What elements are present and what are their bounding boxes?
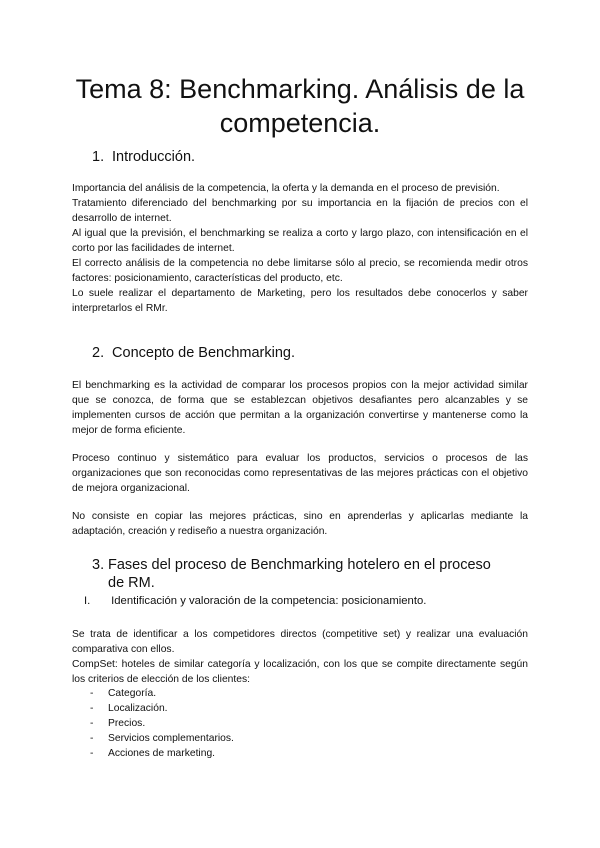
phase-line: CompSet: hoteles de similar categoría y localización, con los que se compite directamente según los criterios de elección de los clientes:: [72, 659, 528, 685]
section-number: 3.: [92, 557, 105, 573]
section-heading-introduccion: [92, 148, 195, 166]
phase-label: Identificación y valoración de la competencia: posicionamiento.: [111, 595, 427, 607]
list-item: - Servicios complementarios.: [90, 733, 234, 744]
intro-line: Importancia del análisis de la competencia, la oferta y la demanda en el proceso de previsión.: [72, 183, 500, 194]
section-label: Introducción.: [112, 149, 196, 165]
concept-paragraph-2: Proceso continuo y sistemático para evaluar los productos, servicios o procesos de las organizaciones que son reconocidas como representativas de las mejores prácticas con el objetivo de mejora organizacional.: [72, 453, 528, 494]
title-line-2: competencia.: [219, 108, 381, 138]
section-label-cont: de RM.: [108, 575, 155, 591]
phase-heading: [84, 594, 426, 609]
intro-line: Tratamiento diferenciado del benchmarking por su importancia en la fijación de precios con el desarrollo de internet.: [72, 198, 528, 224]
section-heading-concepto: [92, 344, 295, 362]
criteria-list: [90, 686, 234, 761]
intro-line: Al igual que la previsión, el benchmarking se realiza a corto y largo plazo, con intensificación en el corto por las facilidades de internet.: [72, 228, 528, 254]
intro-line: El correcto análisis de la competencia no debe limitarse sólo al precio, se recomienda medir otros factores: posicionamiento, características del producto, etc.: [72, 258, 528, 284]
list-item: - Acciones de marketing.: [90, 748, 216, 759]
section-heading-fases: [92, 556, 491, 592]
intro-line: Lo suele realizar el departamento de Marketing, pero los resultados debe conocerlos y saber interpretarlos el RMr.: [72, 288, 528, 314]
page-title: [40, 72, 560, 140]
phase-line: Se trata de identificar a los competidores directos (competitive set) y realizar una evaluación comparativa con ellos.: [72, 629, 528, 655]
section-label: Fases del proceso de Benchmarking hotelero en el proceso: [108, 557, 491, 573]
list-item: - Categoría.: [90, 688, 157, 699]
section-number: 2.: [92, 345, 105, 361]
title-line-1: Tema 8: Benchmarking. Análisis de la: [75, 74, 525, 104]
phase-paragraph: [72, 627, 528, 687]
section-number: 1.: [92, 149, 105, 165]
phase-number: I.: [84, 595, 91, 607]
list-item: - Precios.: [90, 718, 146, 729]
concept-paragraph-3: No consiste en copiar las mejores prácticas, sino en aprenderlas y aplicarlas mediante la adaptación, creación y rediseño a nuestra organización.: [72, 511, 528, 537]
concept-paragraph-1: El benchmarking es la actividad de comparar los procesos propios con la mejor actividad similar que se conozca, de forma que se establezcan objetivos desafiantes pero alcanzables y se implementen cursos de acción que permitan a la organización convertirse y mantenerse como la mejor de forma eficiente.: [72, 380, 528, 436]
section-label: Concepto de Benchmarking.: [112, 345, 296, 361]
intro-paragraph: [72, 181, 528, 316]
list-item: - Localización.: [90, 703, 168, 714]
